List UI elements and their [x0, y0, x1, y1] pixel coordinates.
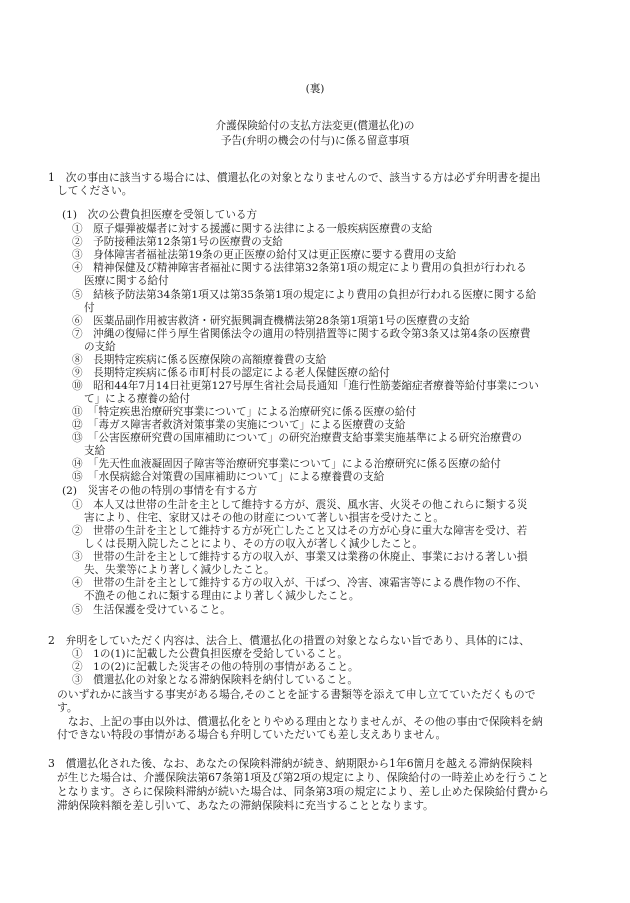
special-circumstance-item-cont: 害により、住宅、家財又はその他の財産について著しい損害を受けたこと。: [84, 512, 444, 524]
public-medical-item: ③ 身体障害者福祉法第19条の更正医療の給付又は更正医療に要する費用の支給: [72, 249, 457, 261]
explanation-condition-item: ① 1の(1)に記載した公費負担医療を受給していること。: [72, 648, 348, 660]
special-circumstance-item: ④ 世帯の生計を主として維持する方の収入が、干ばつ、冷害、凍霜害等による農作物の不作、: [72, 577, 528, 589]
public-medical-item: ⑦ 沖縄の復帰に伴う厚生省関係法令の適用の特別措置等に関する政令第3条又は第4条の医療費: [72, 328, 531, 340]
public-medical-item: ⑩ 昭和44年7月14日社更第127号厚生省社会局長通知「進行性筋萎縮症者療養等給付事業につい: [72, 380, 539, 392]
explanation-condition-item: ③ 償還払化の対象となる滞納保険料を納付していること。: [72, 674, 359, 686]
public-medical-item: ① 原子爆弾被爆者に対する援護に関する法律による一般疾病医療費の支給: [72, 223, 433, 235]
public-medical-item: ⑪ 「特定疾患治療研究事業について」による治療研究に係る医療の給付: [72, 406, 417, 418]
section-3-line: が生じた場合は、介護保険法第67条第1項及び第2項の規定により、保険給付の一時差止めを行うこと: [57, 771, 549, 784]
subsection-2-heading: (2) 災害その他の特別の事情を有する方: [62, 485, 258, 497]
document-title-line-1: 介護保険給付の支払方法変更(償還払化)の: [215, 120, 415, 132]
public-medical-item: ⑫ 「毒ガス障害者救済対策事業の実施について」による医療費の支給: [72, 419, 406, 431]
public-medical-item: ⑬ 「公害医療研究費の国庫補助について」の研究治療費支給事業実施基準による研究治療費の: [72, 432, 523, 444]
public-medical-item-cont: 付: [84, 302, 95, 314]
section-2-tail-cont: す。: [57, 701, 78, 714]
section-2-note: なお、上記の事由以外は、償還払化をとりやめる理由となりませんが、その他の事由で保険料を納: [57, 715, 543, 728]
public-medical-item-cont: 医療に関する給付: [84, 275, 169, 287]
explanation-condition-item: ② 1の(2)に記載した災害その他の特別の事情があること。: [72, 661, 359, 673]
section-2-note-cont: 付できない特段の事情がある場合も弁明していただいても差し支えありません。: [57, 728, 447, 741]
section-2-tail: のいずれかに該当する事実がある場合,そのことを証する書類等を添えて申し立てていただくもので: [57, 688, 536, 701]
special-circumstance-item: ① 本人又は世帯の生計を主として維持する方が、震災、風水害、火災その他これらに類する災: [72, 499, 528, 511]
public-medical-item: ⑭ 「先天性血液凝固因子障害等治療研究事業について」による治療研究に係る医療の給付: [72, 458, 501, 470]
public-medical-item-cont: て」による療養の給付: [84, 393, 190, 405]
special-circumstance-item: ⑤ 生活保護を受けていること。: [72, 604, 231, 616]
special-circumstance-item-cont: 不漁その他これに類する理由により著しく減少したこと。: [84, 590, 360, 602]
public-medical-item-cont: の支給: [84, 341, 116, 353]
special-circumstance-item-cont: 失、失業等により著しく減少したこと。: [84, 564, 275, 576]
section-2-intro: 2 弁明をしていただく内容は、法合上、償還払化の措置の対象とならない旨であり、具体的には、: [48, 634, 530, 647]
document-title-line-2: 予告(弁明の機会の付与)に係る留意事項: [220, 135, 410, 147]
public-medical-item: ② 予防接種法第12条第1号の医療費の支給: [72, 236, 283, 248]
public-medical-item: ⑨ 長期特定疾病に係る市町村長の認定による老人保健医療の給付: [72, 367, 390, 379]
special-circumstance-item: ② 世帯の生計を主として維持する方が死亡したこと又はその方が心身に重大な障害を受け、若: [72, 525, 528, 537]
reverse-side-label: (裏): [305, 83, 325, 95]
public-medical-item: ⑧ 長期特定疾病に係る医療保険の高額療養費の支給: [72, 354, 327, 366]
section-3-line: 滞納保険料額を差し引いて、あなたの滞納保険料に充当することとなります。: [57, 799, 434, 812]
section-3-line: 3 償還払化された後、なお、あなたの保険料滞納が続き、納期限から1年6箇月を越える滞納保険料: [48, 757, 533, 770]
public-medical-item: ⑮ 「水俣病総合対策費の国庫補助について」による療養費の支給: [72, 471, 385, 483]
public-medical-item: ⑤ 結核予防法第34条第1項又は第35条第1項の規定により費用の負担が行われる医療に関する給: [72, 289, 537, 301]
public-medical-item: ④ 精神保健及び精神障害者福祉に関する法律第32条第1項の規定により費用の負担が行われる: [72, 262, 527, 274]
section-1-intro-cont: してください。: [57, 184, 133, 197]
section-3-line: となります。さらに保険料滞納が続いた場合は、同条第3項の規定により、差し止めた保険給付費から: [57, 785, 549, 798]
subsection-1-heading: (1) 次の公費負担医療を受領している方: [62, 209, 258, 221]
special-circumstance-item-cont: しくは長期入院したことにより、その方の収入が著しく減少したこと。: [84, 538, 423, 550]
special-circumstance-item: ③ 世帯の生計を主として維持する方の収入が、事業又は業務の休廃止、事業における著しい損: [72, 551, 528, 563]
public-medical-item: ⑥ 医薬品副作用被害救済・研究振興調査機構法第28条第1項第1号の医療費の支給: [72, 315, 470, 327]
section-1-intro: 1 次の事由に該当する場合には、償還払化の対象となりませんので、該当する方は必ず弁明書を提出: [48, 171, 541, 184]
public-medical-item-cont: 支給: [84, 445, 106, 457]
